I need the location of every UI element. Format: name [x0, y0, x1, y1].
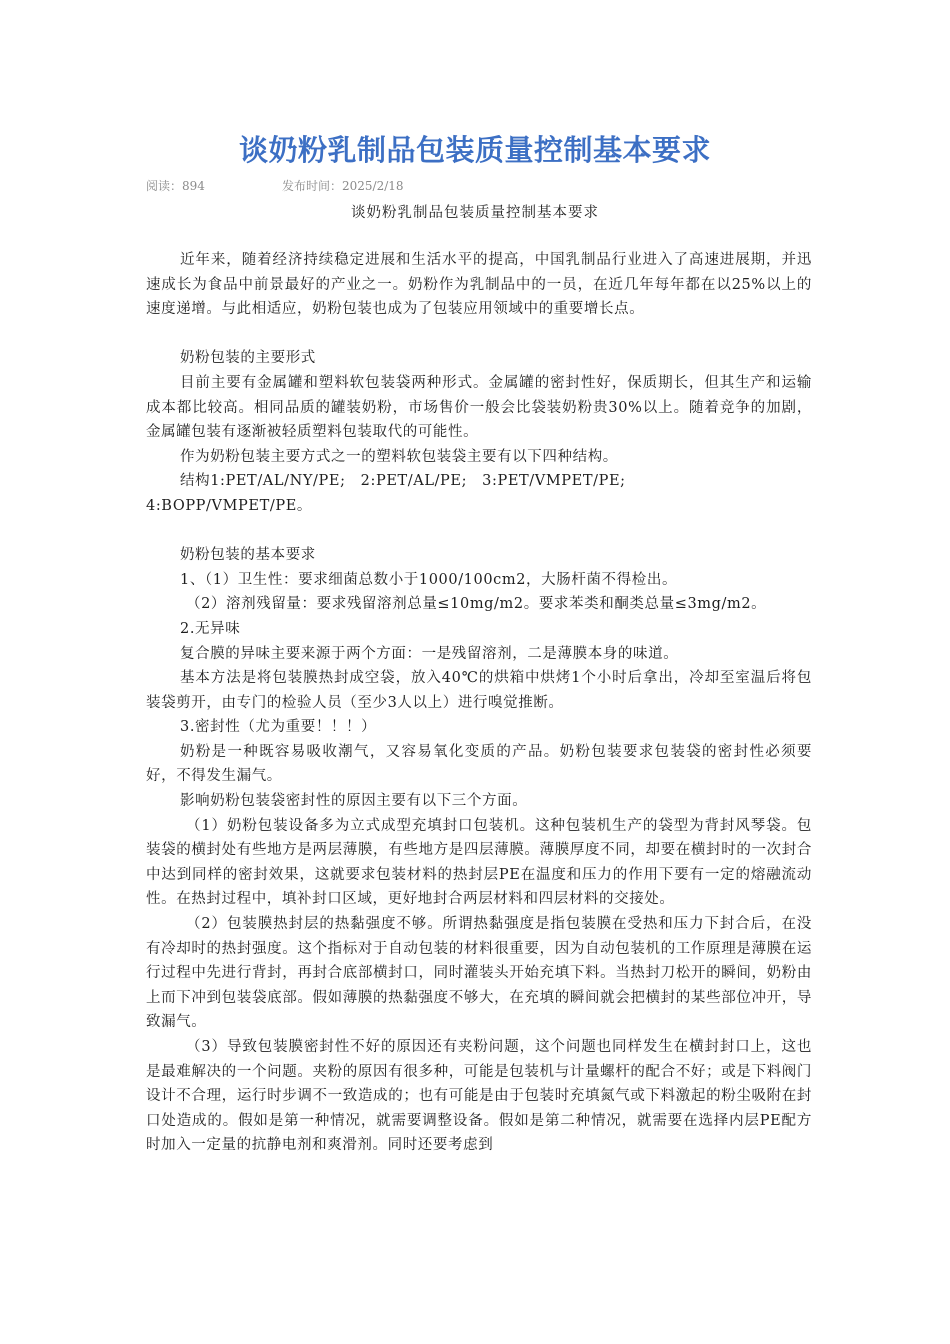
spacer — [146, 322, 812, 347]
paragraph-cause-2: （2）包装膜热封层的热黏强度不够。所谓热黏强度是指包装膜在受热和压力下封合后，在没有冷却时的热封强度。这个指标对于自动包装的材料很重要，因为自动包装机的工作原理是薄膜在运行过程中先进行背封，再封合底部横封口，同时灌装头开始充填下料。当热封刀松开的瞬间，奶粉由上而下冲到包装袋底部。假如薄膜的热黏强度不够大，在充填的瞬间就会把横封的某些部位冲开，导致漏气。 — [146, 916, 812, 1031]
publish-date: 发布时间：2025/2/18 — [282, 179, 404, 193]
section-heading-requirements: 奶粉包装的基本要求 — [180, 547, 316, 564]
paragraph-structures-intro: 作为奶粉包装主要方式之一的塑料软包装袋主要有以下四种结构。 — [180, 448, 618, 465]
paragraph-intro: 近年来，随着经济持续稳定进展和生活水平的提高，中国乳制品行业进入了高速进展期，并迅速成长为食品中前景最好的产业之一。奶粉作为乳制品中的一员，在近几年每年都在以25%以上的速度递增。与此相适应，奶粉包装也成为了包装应用领域中的重要增长点。 — [146, 252, 812, 318]
paragraph-odor-method: 基本方法是将包装膜热封成空袋，放入40℃的烘箱中烘烤1个小时后拿出，冷却至室温后将包装袋剪开，由专门的检验人员（至少3人以上）进行嗅觉推断。 — [146, 670, 812, 711]
paragraph-sealing-causes: 影响奶粉包装袋密封性的原因主要有以下三个方面。 — [180, 793, 528, 810]
paragraph-cause-3: （3）导致包装膜密封性不好的原因还有夹粉问题，这个问题也同样发生在横封封口上，这也是最难解决的一个问题。夹粉的原因有很多种，可能是包装机与计量螺杆的配合不好；或是下料阀门设计不合理，运行时步调不一致造成的；也有可能是由于包装时充填氮气或下料激起的粉尘吸附在封口处造成的。假如是第一种情况，就需要调整设备。假如是第二种情况，就需要在选择内层PE配方时加入一定量的抗静电剂和爽滑剂。同时还要考虑到 — [146, 1039, 812, 1154]
paragraph-forms: 目前主要有金属罐和塑料软包装袋两种形式。金属罐的密封性好，保质期长，但其生产和运输成本都比较高。相同品质的罐装奶粉，市场售价一般会比袋装奶粉贵30%以上。随着竞争的加剧，金属罐包装有逐渐被轻质塑料包装取代的可能性。 — [146, 374, 812, 441]
paragraph-no-odor-heading: 2.无异味 — [180, 620, 241, 637]
paragraph-structures-line1: 结构1:PET/AL/NY/PE; 2:PET/AL/PE; 3:PET/VMPET/PE; — [180, 473, 626, 490]
article-body — [146, 248, 812, 1158]
article-title: 谈奶粉乳制品包装质量控制基本要求 — [238, 133, 711, 167]
paragraph-odor-source: 复合膜的异味主要来源于两个方面：一是残留溶剂，二是薄膜本身的味道。 — [180, 645, 679, 662]
section-heading-forms: 奶粉包装的主要形式 — [180, 350, 316, 367]
paragraph-cause-1: （1）奶粉包装设备多为立式成型充填封口包装机。这种包装机生产的袋型为背封风琴袋。包装袋的横封处有些地方是两层薄膜，有些地方是四层薄膜。薄膜厚度不同，却要在横封时的一次封合中达到同样的密封效果，这就要求包装材料的热封层PE在温度和压力的作用下要有一定的熔融流动性。在热封过程中，填补封口区域，更好地封合两层材料和四层材料的交接处。 — [146, 817, 812, 908]
read-count: 阅读：894 — [146, 179, 205, 193]
paragraph-structures-line2: 4:BOPP/VMPET/PE。 — [146, 497, 312, 514]
paragraph-solvent-residue: （2）溶剂残留量：要求残留溶剂总量≤10mg/m2。要求苯类和酮类总量≤3mg/m2。 — [186, 596, 767, 613]
paragraph-hygiene: 1、（1）卫生性：要求细菌总数小于1000/100cm2，大肠杆菌不得检出。 — [180, 571, 678, 588]
paragraph-sealing-intro: 奶粉是一种既容易吸收潮气，又容易氧化变质的产品。奶粉包装要求包装袋的密封性必须要好，不得发生漏气。 — [146, 743, 812, 785]
spacer — [146, 519, 812, 544]
article-subtitle: 谈奶粉乳制品包装质量控制基本要求 — [351, 205, 599, 221]
paragraph-sealing-heading: 3.密封性（尤为重要！！！） — [180, 719, 377, 736]
